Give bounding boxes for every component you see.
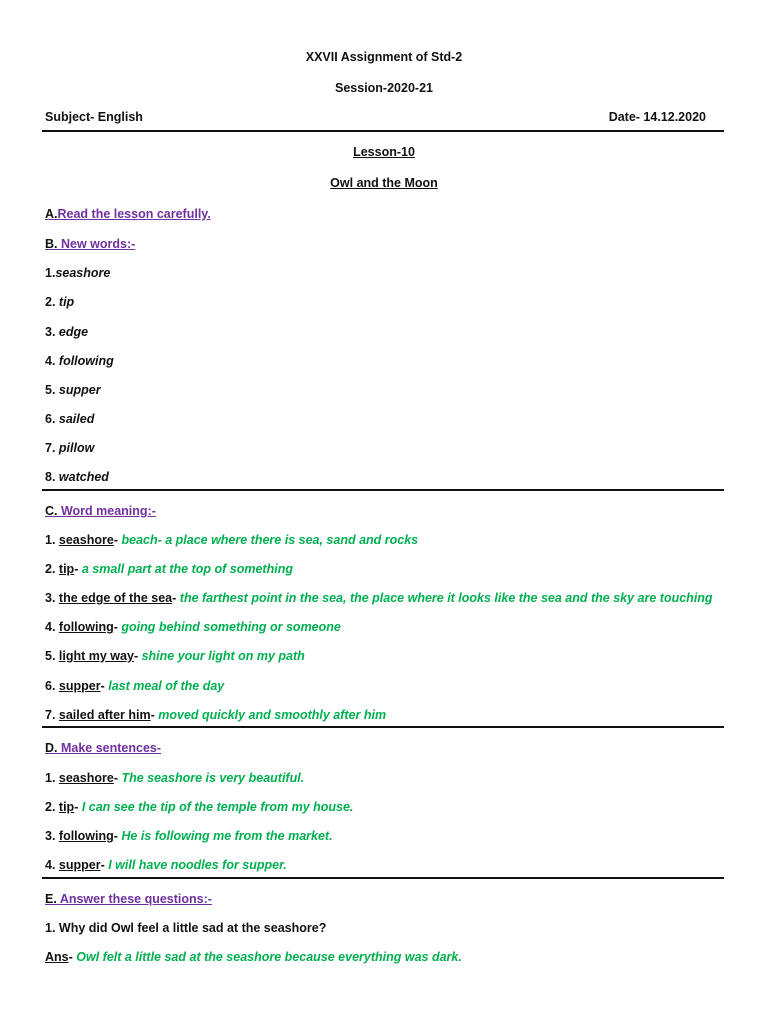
new-word-number: 7. bbox=[45, 441, 59, 455]
list-item bbox=[45, 648, 305, 664]
section-divider bbox=[42, 726, 724, 728]
item-number: 6. bbox=[45, 679, 59, 693]
section-c-heading bbox=[45, 503, 156, 519]
list-item bbox=[45, 353, 114, 369]
list-item bbox=[45, 590, 713, 606]
separator: - bbox=[100, 858, 109, 872]
lesson-number bbox=[0, 144, 768, 160]
list-item bbox=[45, 707, 386, 723]
new-word: supper bbox=[58, 383, 101, 397]
item-number: 4. bbox=[45, 620, 59, 634]
section-d-label: D. bbox=[45, 741, 58, 755]
answer-label: Ans bbox=[45, 950, 69, 964]
subject-label: Subject- English bbox=[45, 110, 143, 124]
list-item bbox=[45, 411, 94, 427]
list-item bbox=[45, 294, 74, 310]
lesson-title bbox=[0, 175, 768, 191]
separator: - bbox=[172, 591, 180, 605]
new-word: edge bbox=[58, 325, 89, 339]
new-word-number: 1. bbox=[45, 266, 56, 280]
new-word-number: 4. bbox=[45, 354, 59, 368]
separator: - bbox=[133, 649, 142, 663]
separator: - bbox=[150, 708, 159, 722]
term: sailed after him bbox=[58, 708, 151, 722]
item-number: 1. bbox=[45, 771, 59, 785]
separator: - bbox=[74, 562, 82, 576]
meaning: going behind something or someone bbox=[121, 620, 341, 634]
separator: - bbox=[100, 679, 109, 693]
new-word-number: 8. bbox=[45, 470, 59, 484]
lesson-title-text: Owl and the Moon bbox=[330, 176, 438, 190]
item-number: 2. bbox=[45, 800, 59, 814]
item-number: 7. bbox=[45, 708, 59, 722]
section-c-label: C. bbox=[45, 504, 58, 518]
list-item bbox=[45, 619, 341, 635]
section-e-text: Answer these questions:- bbox=[56, 892, 212, 906]
list-item bbox=[45, 440, 94, 456]
meaning: beach- a place where there is sea, sand and rocks bbox=[121, 533, 419, 547]
new-word: tip bbox=[58, 295, 75, 309]
item-number: 2. bbox=[45, 562, 59, 576]
new-word-number: 5. bbox=[45, 383, 59, 397]
meaning: shine your light on my path bbox=[141, 649, 305, 663]
answer-line bbox=[45, 949, 462, 965]
sentence: I will have noodles for supper. bbox=[108, 858, 287, 872]
item-number: 3. bbox=[45, 829, 59, 843]
separator: - bbox=[113, 620, 122, 634]
item-number: 5. bbox=[45, 649, 59, 663]
section-a-heading bbox=[45, 206, 211, 222]
sentence: I can see the tip of the temple from my house. bbox=[81, 800, 354, 814]
section-b-heading bbox=[45, 236, 135, 252]
item-number: 3. bbox=[45, 591, 59, 605]
section-c-text: Word meaning:- bbox=[57, 504, 156, 518]
term: light my way bbox=[58, 649, 134, 663]
separator: - bbox=[113, 771, 122, 785]
list-item bbox=[45, 469, 109, 485]
separator: - bbox=[74, 800, 82, 814]
list-item bbox=[45, 678, 224, 694]
new-word: pillow bbox=[58, 441, 95, 455]
question: 1. Why did Owl feel a little sad at the seashore? bbox=[45, 921, 327, 935]
sentence: He is following me from the market. bbox=[121, 829, 333, 843]
list-item bbox=[45, 561, 293, 577]
list-item bbox=[45, 324, 88, 340]
section-divider bbox=[42, 489, 724, 491]
lesson-number-text: Lesson-10 bbox=[353, 145, 415, 159]
list-item bbox=[45, 799, 353, 815]
item-number: 1. bbox=[45, 533, 59, 547]
section-b-text: New words:- bbox=[57, 237, 136, 251]
separator: - bbox=[113, 829, 122, 843]
meaning: moved quickly and smoothly after him bbox=[158, 708, 387, 722]
section-e-heading bbox=[45, 891, 212, 907]
section-a-text: Read the lesson carefully. bbox=[57, 207, 211, 221]
section-b-label: B. bbox=[45, 237, 58, 251]
new-word: following bbox=[58, 354, 114, 368]
separator: - bbox=[113, 533, 122, 547]
date-label: Date- 14.12.2020 bbox=[608, 110, 706, 124]
header-divider bbox=[42, 130, 724, 132]
separator: - bbox=[68, 950, 77, 964]
list-item bbox=[45, 265, 110, 281]
term: following bbox=[58, 829, 114, 843]
term: following bbox=[58, 620, 114, 634]
list-item bbox=[45, 770, 304, 786]
term: seashore bbox=[58, 771, 114, 785]
list-item bbox=[45, 382, 101, 398]
term: supper bbox=[58, 679, 101, 693]
list-item bbox=[45, 532, 418, 548]
section-d-text: Make sentences- bbox=[57, 741, 162, 755]
new-word-number: 2. bbox=[45, 295, 59, 309]
term: the edge of the sea bbox=[58, 591, 173, 605]
section-a-label: A. bbox=[45, 207, 58, 221]
sentence: The seashore is very beautiful. bbox=[121, 771, 305, 785]
meaning: last meal of the day bbox=[108, 679, 225, 693]
list-item bbox=[45, 857, 287, 873]
section-divider bbox=[42, 877, 724, 879]
meaning: the farthest point in the sea, the place where it looks like the sea and the sky are touching bbox=[179, 591, 713, 605]
section-d-heading bbox=[45, 740, 161, 756]
new-word: watched bbox=[58, 470, 109, 484]
new-word-number: 6. bbox=[45, 412, 59, 426]
assignment-title: XXVII Assignment of Std-2 bbox=[305, 50, 463, 64]
list-item bbox=[45, 828, 333, 844]
term: supper bbox=[58, 858, 101, 872]
session-label: Session-2020-21 bbox=[335, 81, 433, 95]
new-word-number: 3. bbox=[45, 325, 59, 339]
new-word: sailed bbox=[58, 412, 95, 426]
item-number: 4. bbox=[45, 858, 59, 872]
section-e-label: E. bbox=[45, 892, 57, 906]
term: seashore bbox=[58, 533, 114, 547]
answer-text: Owl felt a little sad at the seashore because everything was dark. bbox=[76, 950, 462, 964]
term: tip bbox=[58, 800, 75, 814]
meaning: a small part at the top of something bbox=[81, 562, 293, 576]
term: tip bbox=[58, 562, 75, 576]
new-word: seashore bbox=[55, 266, 111, 280]
